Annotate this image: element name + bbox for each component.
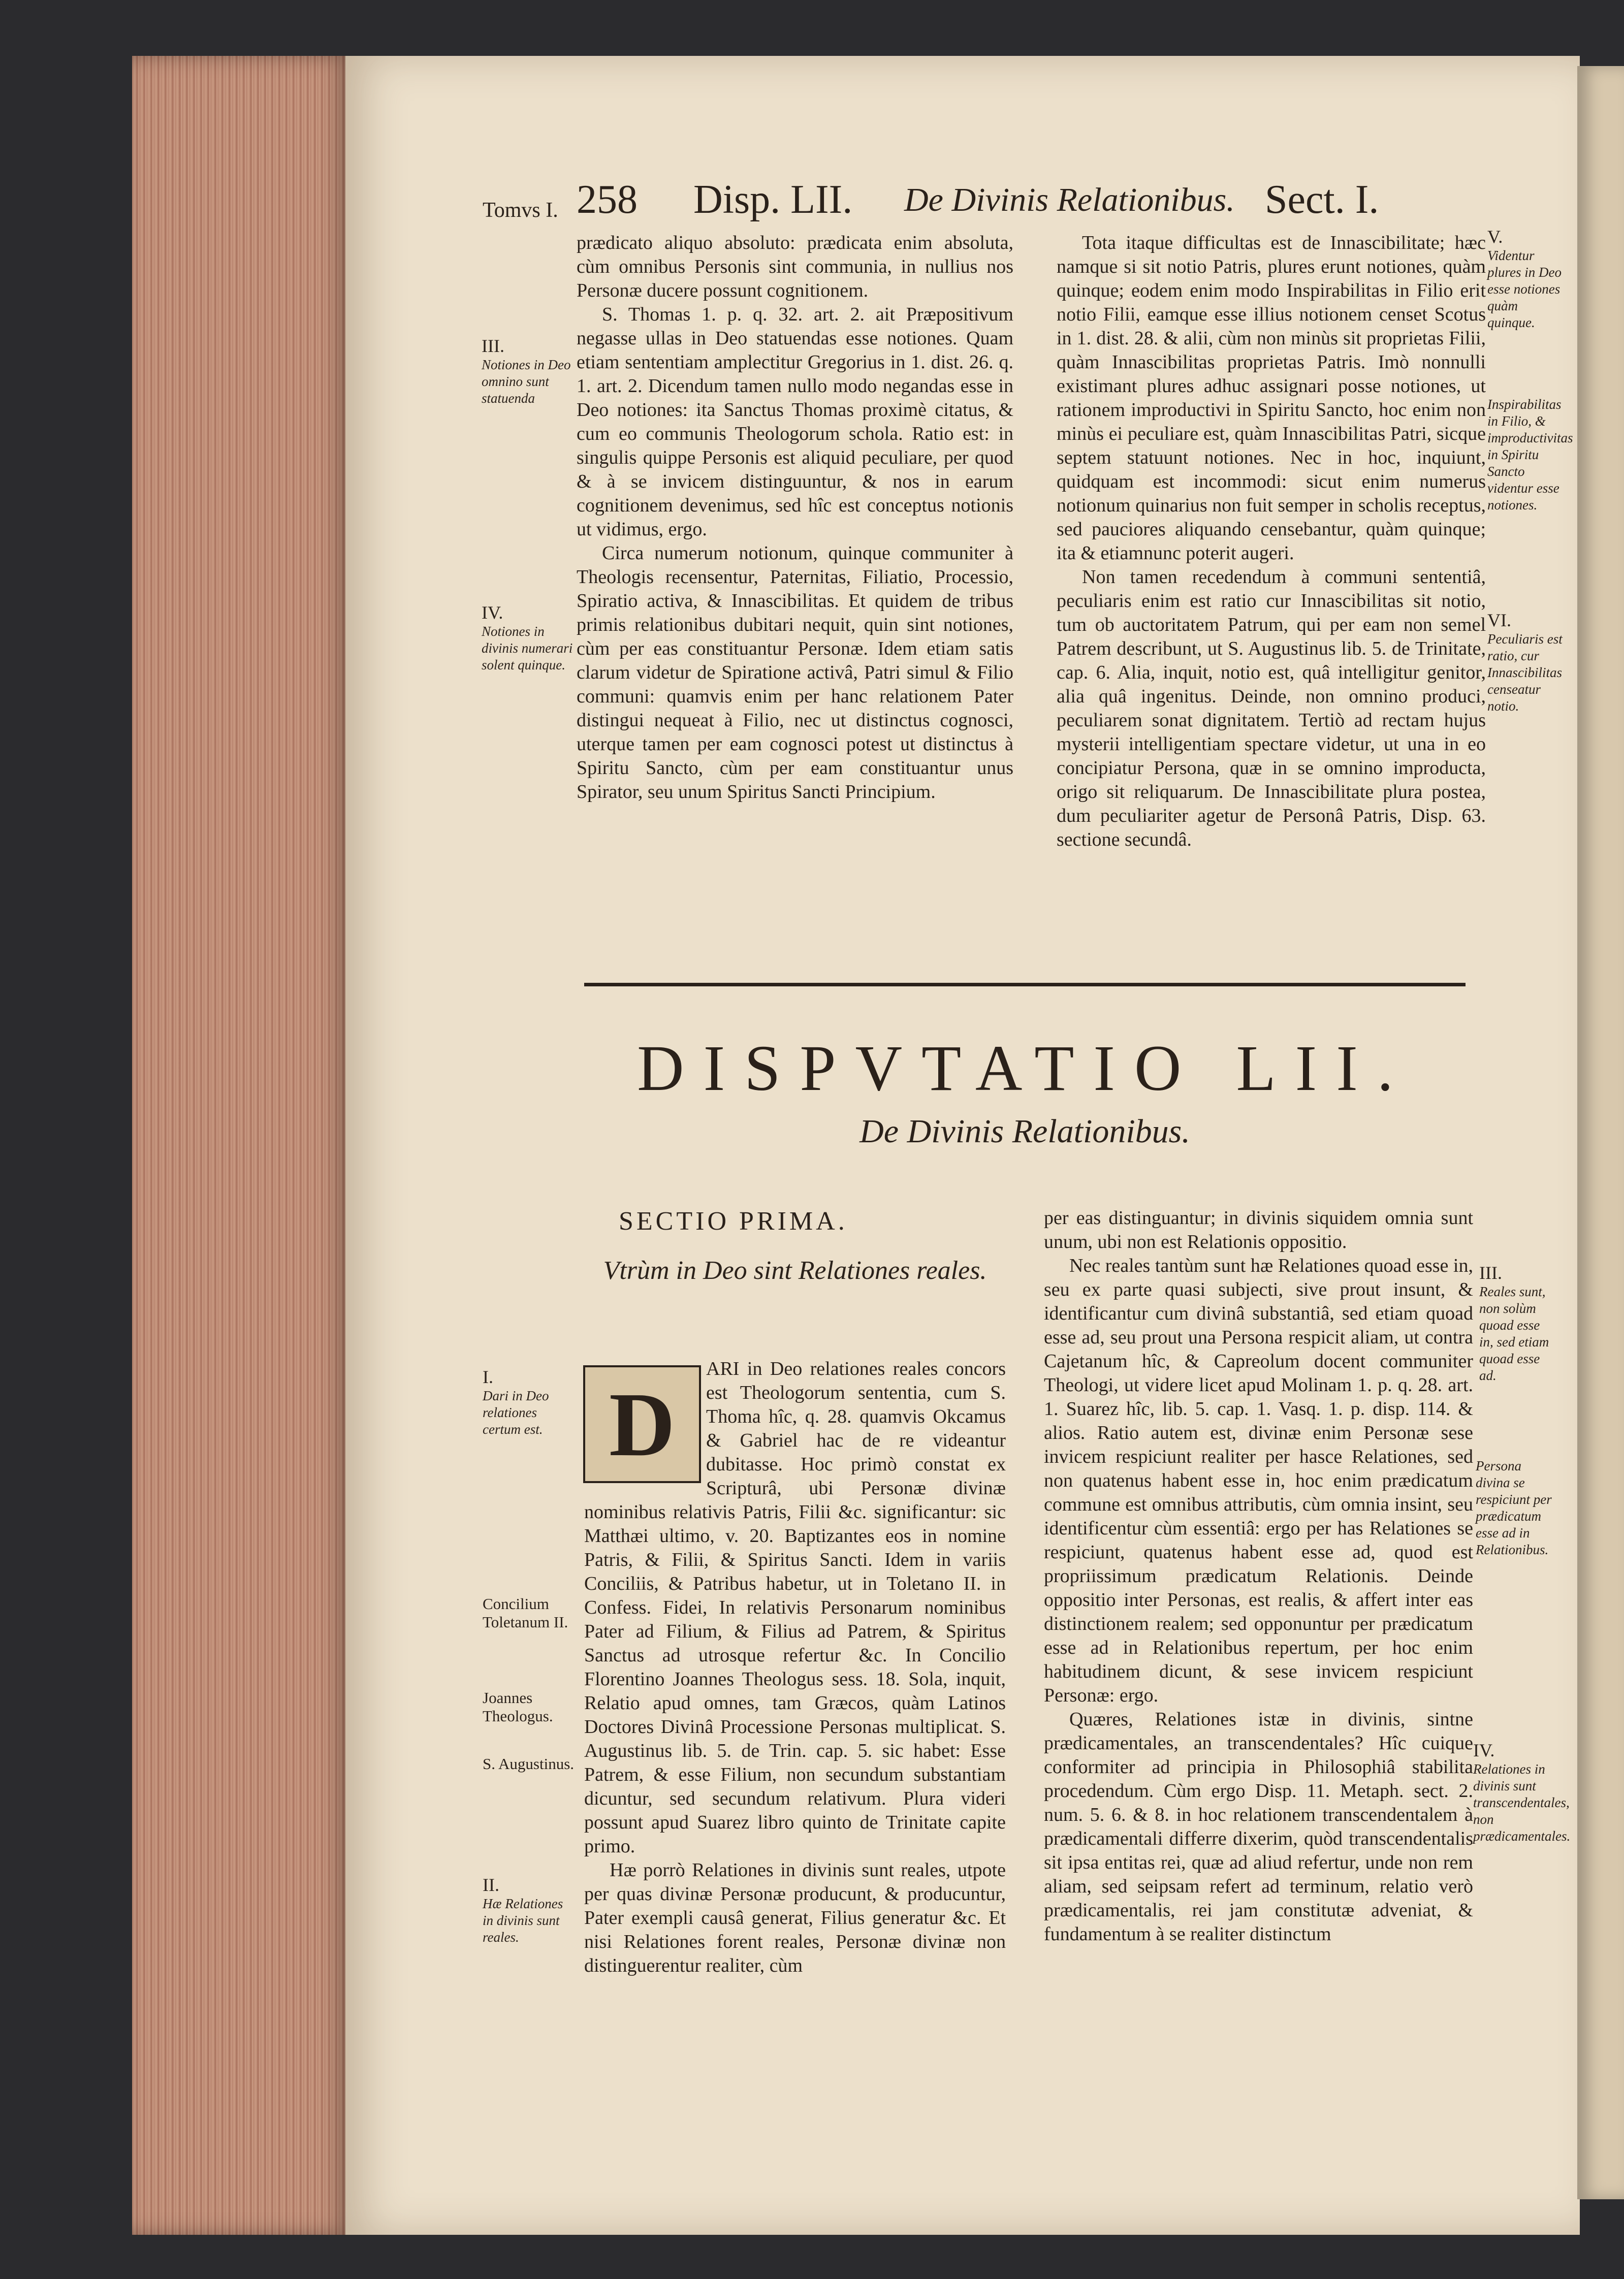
- decorated-initial: D: [583, 1365, 701, 1483]
- bottom-right-column: [1044, 1206, 1473, 1946]
- margin-text: Inspirabilitas in Filio, & improductivitas in Spiritu Sancto videntur esse notiones.: [1487, 397, 1573, 512]
- margin-number: III.: [482, 336, 504, 356]
- margin-number: II.: [483, 1875, 499, 1895]
- header-disputation: Disp. LII.: [693, 177, 853, 222]
- margin-number: VI.: [1487, 610, 1511, 630]
- running-header: [483, 163, 1499, 222]
- margin-note-joannes: Joannes Theologus.: [483, 1689, 553, 1725]
- facing-page-edge: [1577, 66, 1624, 2199]
- margin-text: Persona divina se respiciunt per prædicatum esse ad in Relationibus.: [1476, 1458, 1552, 1557]
- paragraph: Circa numerum notionum, quinque communiter à Theologis recensentur, Paternitas, Filiatio, Processio, Spiratio activa, & Innascibilitas. Et quidem de tribus primis relationibus dubitari nequit, quin sint notiones, cùm per eas constituantur Personæ. Idem etiam satis clarum videtur de Spiratione activâ, Patri simul & Filio communi: quamvis enim per hanc relationem Pater distingui nequeat à Filio, nec ut distinctus cognosci, uterque tamen per eam cognosci potest ut distinctus à Spiritu Sancto, cùm per eam constituantur unus Spirator, seu unum Spiritus Sancti Principium.: [577, 542, 1013, 803]
- margin-note-concilium: Concilium Toletanum II.: [483, 1595, 568, 1631]
- paragraph: prædicato aliquo absoluto: prædicata enim absoluta, cùm omnibus Personis sint communia, in nullius nos Personæ ducere possunt cognitionem.: [577, 232, 1013, 301]
- top-right-column: [1057, 231, 1486, 852]
- paragraph: S. Thomas 1. p. q. 32. art. 2. ait Præpositivum negasse ullas in Deo statuendas esse notiones. Quam etiam sententiam amplectitur Gregorius in 1. dist. 26. q. 1. art. 2. Dicendum tamen nullo modo negandas esse in Deo notiones: ita Sanctus Thomas proximè citatus, & cum eo communis Theologorum schola. Ratio est: in singulis quippe Personis est aliquid peculiare, per quod & à se invicem distinguuntur, & nos in earum cognitionem devenimus, sed hîc est conceptus notionis ut vidimus, ergo.: [577, 304, 1013, 540]
- bottom-left-column: [584, 1357, 1006, 1978]
- disputation-subtitle: De Divinis Relationibus.: [859, 1113, 1190, 1150]
- margin-text: Dari in Deo relationes certum est.: [483, 1388, 549, 1437]
- margin-note-iv-b: [1473, 1740, 1571, 1845]
- margin-note-iii-b: [1479, 1265, 1555, 1384]
- margin-note-v: [1487, 229, 1564, 331]
- section-divider-rule: [584, 983, 1466, 986]
- initial-spacer: [584, 1357, 706, 1482]
- margin-note-vi: [1487, 612, 1564, 715]
- paragraph: Tota itaque difficultas est de Innascibilitate; hæc namque si sit notio Patris, plures erunt notiones, quàm quinque; eodem enim modo Inspirabilitas in Filio erit notio Filii, eamque esse illius notionem censet Scotus in 1. dist. 28. & alii, cùm non minùs sit proprietas Filii, quàm Innascibilitas proprietas Patris. Imò nonnulli existimant plures adhuc assignari posse notiones, ut rationem improductivi in Spiritu Sancto, hoc enim non minùs ei peculiare est, quàm Innascibilitas Patri, sicque septem statuunt notiones. Nec in hoc, inquiunt, quidquam est incommodi: sicut enim numerus notionum quinarius non fuit semper in scholis receptus, sed pauciores aliquando censebantur, quàm quinque; ita & etiamnunc poterit augeri.: [1057, 232, 1486, 564]
- paragraph: Non tamen recedendum à communi sententiâ, peculiaris enim est ratio cur Innascibilitas sit notio, tum ob auctoritatem Patrum, qui per eam non semel Patrem describunt, ut S. Augustinus lib. 5. de Trinitate, cap. 6. Alia, inquit, notio est, quâ intelligitur genitor, alia quâ ingenitus. Deinde, non omnino produci, peculiarem sonat dignitatem. Tertiò ad rectam hujus mysterii intelligentiam spectare videtur, ut una in eo concipiatur Persona, quæ in se omnino improducta, origo sit reliquarum. De Innascibilitate plura postea, dum peculiariter agetur de Personâ Patris, Disp. 63. sectione secundâ.: [1057, 566, 1486, 850]
- margin-text: Reales sunt, non solùm quoad esse in, sed etiam quoad esse ad.: [1479, 1284, 1549, 1383]
- section-heading: SECTIO PRIMA.: [619, 1207, 848, 1236]
- margin-text: Notiones in Deo omnino sunt statuenda: [482, 357, 571, 406]
- margin-number: III.: [1479, 1263, 1502, 1283]
- margin-note-iv: [482, 604, 573, 673]
- margin-text: Peculiaris est ratio, cur Innascibilitas censeatur notio.: [1487, 631, 1563, 714]
- paragraph: Hæ porrò Relationes in divinis sunt reales, utpote per quas divinæ Personæ producunt, & producuntur, Pater exempli causâ generat, Filius generatur &c. Et nisi Relationes forent reales, Personæ divinæ non distinguerentur realiter, cùm: [584, 1859, 1006, 1976]
- margin-number: IV.: [1473, 1740, 1495, 1760]
- question-heading: Vtrùm in Deo sint Relationes reales.: [603, 1256, 987, 1285]
- page-number: 258: [577, 177, 638, 222]
- top-left-column: [577, 231, 1013, 804]
- margin-note-ii: [483, 1877, 571, 1946]
- margin-text: Videntur plures in Deo esse notiones quàm quinque.: [1487, 248, 1562, 330]
- margin-number: I.: [483, 1367, 493, 1387]
- margin-note-augustinus: S. Augustinus.: [483, 1755, 575, 1773]
- margin-note-iii: [482, 338, 573, 407]
- margin-text: Relationes in divinis sunt transcendentales, non prædicamentales.: [1473, 1761, 1571, 1844]
- margin-note-inspirabilitas: [1487, 396, 1573, 513]
- paragraph-first: [584, 1357, 1006, 1858]
- margin-text: Hæ Relationes in divinis sunt reales.: [483, 1896, 563, 1945]
- paragraph-text: ARI in Deo relationes reales concors est Theologorum sententia, cum S. Thoma hîc, q. 28. quamvis Okcamus & Gabriel hac de re videantur dubitasse. Hoc primò constat ex Scripturâ, ubi Personæ divinæ nominibus relativis Patris, Filii &c. significantur: sic Matthæi ultimo, v. 20. Baptizantes eos in nomine Patris, & Filii, & Spiritus Sancti. Idem in variis Conciliis, & Patribus habetur, ut in Toletano II. in Confess. Fidei, In relativis Personarum nominibus Pater ad Filium, & Filius ad Patrem, & Spiritus Sanctus ad utrosque refertur &c. In Concilio Florentino Joannes Theologus sess. 18. Sola, inquit, Relatio apud omnes, tam Græcos, quàm Latinos Doctores Divinâ Processione Personas multiplicat. S. Augustinus lib. 5. de Trin. cap. 5. sic habet: Esse Patrem, & esse Filium, non secundum substantiam dicuntur, sed secundum relativum. Plura videri possunt apud Suarez libro quinto de Trinitate capite primo.: [584, 1358, 1006, 1857]
- margin-number: IV.: [482, 602, 503, 623]
- margin-note-i: [483, 1369, 577, 1438]
- margin-number: V.: [1487, 227, 1503, 247]
- disputation-title: DISPVTATIO LII.: [637, 1032, 1413, 1104]
- header-tomus: Tomvs I.: [483, 199, 558, 222]
- paragraph: Quæres, Relationes istæ in divinis, sintne prædicamentales, an transcendentales? Hîc cuique conformiter ad principia in Philosophiâ stabilita procedendum. Cùm ergo Disp. 11. Metaph. sect. 2. num. 5. 6. & 8. in hoc relationem transcendentalem à prædicamentali differre dixerim, quòd transcendentalis sit ipsa entitas rei, quæ ad aliud refertur, unde non rem aliam, sed seipsam refert ad terminum, relatio verò prædicamentalis, rei jam constitutæ adveniat, & fundamentum à se realiter distinctum: [1044, 1709, 1473, 1945]
- margin-text: Notiones in divinis numerari solent quinque.: [482, 624, 573, 672]
- paragraph: Nec reales tantùm sunt hæ Relationes quoad esse in, seu ex parte quasi subjecti, sive prout insunt, & identificantur cum divinâ substantiâ, sed etiam quoad esse ad, seu prout una Persona respicit aliam, ut contra Cajetanum hîc, & Capreolum docent communiter Theologi, ut videre licet apud Molinam 1. p. q. 28. art. 1. Suarez hîc, lib. 5. cap. 1. Vasq. 1. p. disp. 114. & alios. Ratio autem est, divinæ enim Personæ sese invicem respiciunt realiter per hasce Relationes, sed non quatenus habent esse in, hoc enim prædicatum commune est omnibus attributis, cùm omnia insint, seu identificentur cùm essentiâ: ergo per has Relationes se respiciunt, quatenus habent esse ad, quod est propriissimum prædicatum Relationis. Deinde oppositio inter Personas, est realis, & affert inter eas distinctionem realem; sed opponuntur per prædicatum esse ad in Relationibus repertum, per hoc enim habitudinem dicunt, & sese invicem respiciunt Personæ: ergo.: [1044, 1255, 1473, 1706]
- margin-note-persona: [1476, 1458, 1552, 1558]
- paragraph: per eas distinguantur; in divinis siquidem omnia sunt unum, ubi non est Relationis oppositio.: [1044, 1207, 1473, 1253]
- book-page-edges: [132, 56, 351, 2235]
- header-title: De Divinis Relationibus.: [904, 181, 1235, 218]
- header-section: Sect. I.: [1265, 177, 1379, 222]
